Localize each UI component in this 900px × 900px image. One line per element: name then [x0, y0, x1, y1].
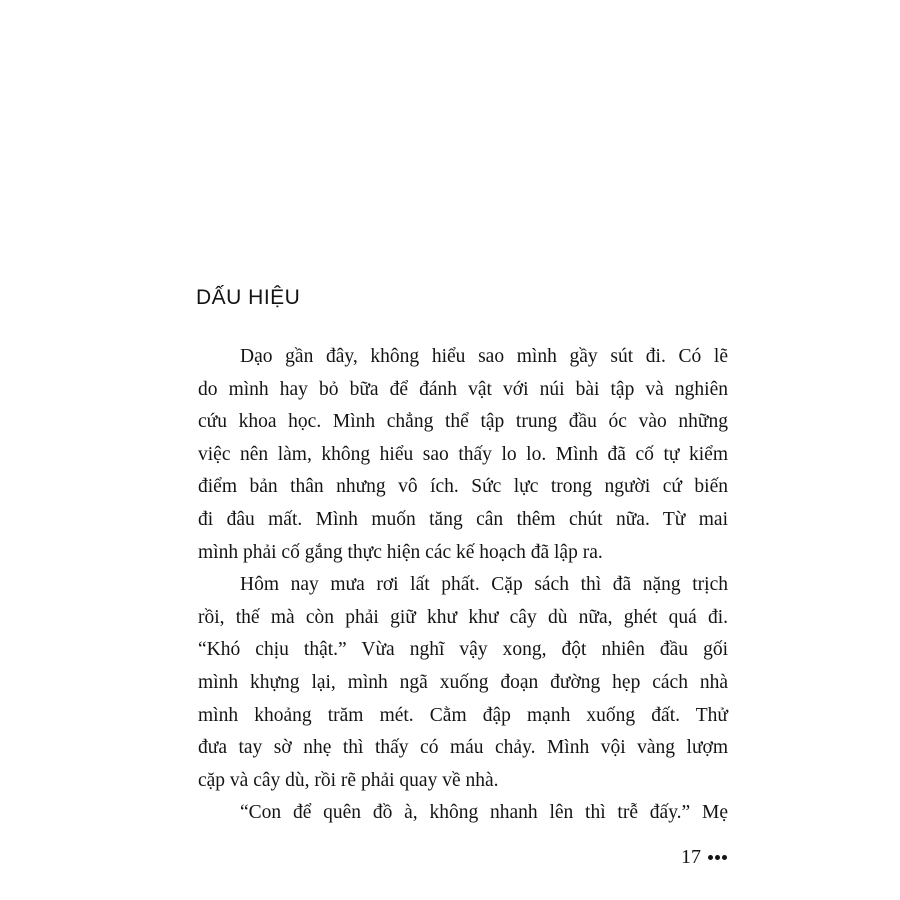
text-line: điểm bản thân nhưng vô ích. Sức lực trong người cứ biến: [198, 476, 728, 498]
page-footer: [681, 846, 727, 869]
text-line: Dạo gần đây, không hiểu sao mình gầy sút đi. Có lẽ: [240, 346, 728, 367]
page-number: 17: [681, 846, 701, 868]
body-text: [198, 341, 728, 830]
ellipsis-dots-icon: [708, 855, 727, 860]
text-line: do mình hay bỏ bữa để đánh vật với núi bài tập và nghiên: [198, 378, 728, 400]
chapter-heading: DẤU HIỆU: [196, 286, 301, 309]
text-line: rồi, thế mà còn phải giữ khư khư cây dù nữa, ghét quá đi.: [198, 606, 728, 628]
text-line: “Con để quên đồ à, không nhanh lên thì trễ đấy.” Mẹ: [240, 802, 728, 824]
text-line: mình khựng lại, mình ngã xuống đoạn đường hẹp cách nhà: [198, 671, 728, 693]
text-line: việc nên làm, không hiểu sao thấy lo lo. Mình đã cố tự kiểm: [198, 443, 728, 465]
text-line: mình khoảng trăm mét. Cằm đập mạnh xuống đất. Thử: [198, 704, 728, 726]
text-line: mình phải cố gắng thực hiện các kế hoạch đã lập ra.: [198, 541, 603, 563]
text-line: “Khó chịu thật.” Vừa nghĩ vậy xong, đột nhiên đầu gối: [198, 639, 728, 661]
text-line: đi đâu mất. Mình muốn tăng cân thêm chút nữa. Từ mai: [198, 508, 728, 530]
text-line: cặp và cây dù, rồi rẽ phải quay về nhà.: [198, 769, 499, 791]
text-line: Hôm nay mưa rơi lất phất. Cặp sách thì đã nặng trịch: [240, 574, 728, 596]
text-line: cứu khoa học. Mình chẳng thể tập trung đầu óc vào những: [198, 411, 728, 433]
text-line: đưa tay sờ nhẹ thì thấy có máu chảy. Mình vội vàng lượm: [198, 737, 728, 759]
